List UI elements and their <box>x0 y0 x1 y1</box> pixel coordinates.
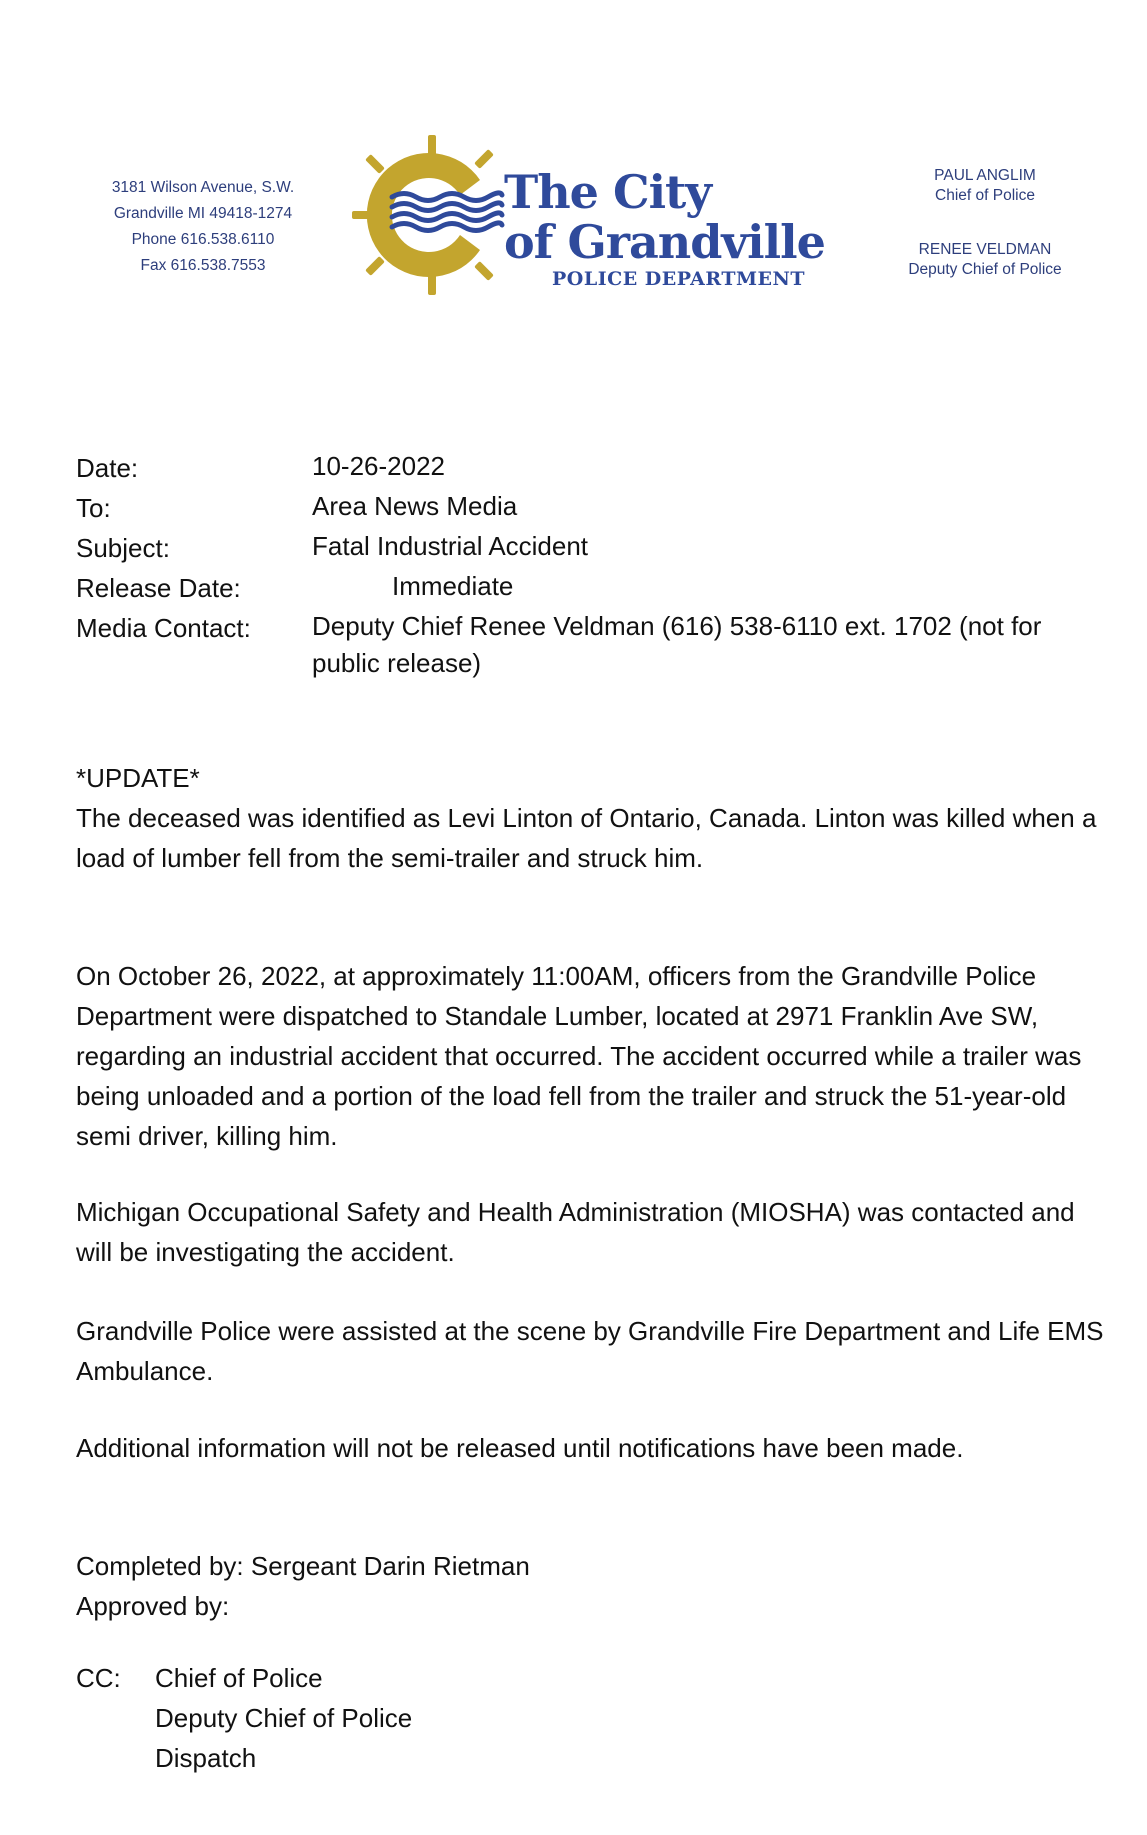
release-label: Release Date: <box>76 573 241 603</box>
logo-title-line2: of Grandville <box>504 215 825 269</box>
address-street: 3181 Wilson Avenue, S.W. <box>111 179 295 196</box>
completed-by: Completed by: Sergeant Darin Rietman <box>76 1551 530 1581</box>
grandville-logo <box>352 135 862 295</box>
city-emblem-icon <box>352 135 512 295</box>
department-address <box>90 175 316 279</box>
update-text: The deceased was identified as Levi Linton of Ontario, Canada. Linton was killed when a load of lumber fell from the semi-trailer and struck him. <box>76 803 1097 873</box>
deputy-title: Deputy Chief of Police <box>908 261 1062 278</box>
to-label: To: <box>76 493 111 523</box>
deputy-name: RENEE VELDMAN <box>918 241 1052 258</box>
memo-row-to <box>76 488 1086 528</box>
address-fax: Fax 616.538.7553 <box>140 257 266 274</box>
logo-title-line1: The City <box>504 165 712 219</box>
memo-row-release <box>76 568 1086 608</box>
chief-title: Chief of Police <box>935 187 1035 204</box>
address-phone: Phone 616.538.6110 <box>131 231 275 248</box>
cc-item: Deputy Chief of Police <box>155 1703 413 1733</box>
cc-item: Chief of Police <box>155 1663 323 1693</box>
address-city: Grandville MI 49418-1274 <box>113 205 293 222</box>
date-value: 10-26-2022 <box>312 451 445 481</box>
subject-label: Subject: <box>76 533 170 563</box>
sign-off <box>76 1546 1116 1626</box>
date-label: Date: <box>76 453 139 483</box>
cc-label: CC: <box>76 1663 121 1693</box>
memo-header <box>76 448 1086 682</box>
subject-value: Fatal Industrial Accident <box>312 531 589 561</box>
memo-row-contact <box>76 608 1086 682</box>
release-value: Immediate <box>392 571 514 601</box>
paragraph-assistance: Grandville Police were assisted at the scene by Grandville Fire Department and Life EMS Ambulance. <box>76 1316 1104 1386</box>
memo-row-date <box>76 448 1086 488</box>
paragraph-incident: On October 26, 2022, at approximately 11:00AM, officers from the Grandville Police Department were dispatched to Standale Lumber, located at 2971 Franklin Ave SW, regarding an industrial accident that occurred. The accident occurred while a trailer was being unloaded and a portion of the load fell from the trailer and struck the 51-year-old semi driver, killing him. <box>76 961 1082 1151</box>
contact-label: Media Contact: <box>76 613 251 643</box>
to-value: Area News Media <box>312 491 518 521</box>
update-heading: *UPDATE* <box>76 763 200 793</box>
cc-item: Dispatch <box>155 1743 257 1773</box>
cc-list <box>76 1658 412 1778</box>
paragraph-miosha: Michigan Occupational Safety and Health Administration (MIOSHA) was contacted and will be investigating the accident. <box>76 1197 1075 1267</box>
paragraph-additional-info: Additional information will not be released until notifications have been made. <box>76 1433 964 1463</box>
chief-name: PAUL ANGLIM <box>934 167 1036 184</box>
cc-recipients <box>155 1658 412 1778</box>
logo-department: POLICE DEPARTMENT <box>552 268 806 290</box>
contact-value: Deputy Chief Renee Veldman (616) 538-6110 ext. 1702 (not for public release) <box>312 611 1042 678</box>
memo-row-subject <box>76 528 1086 568</box>
update-section <box>76 758 1116 878</box>
department-officials <box>885 166 1085 280</box>
approved-by: Approved by: <box>76 1591 230 1621</box>
